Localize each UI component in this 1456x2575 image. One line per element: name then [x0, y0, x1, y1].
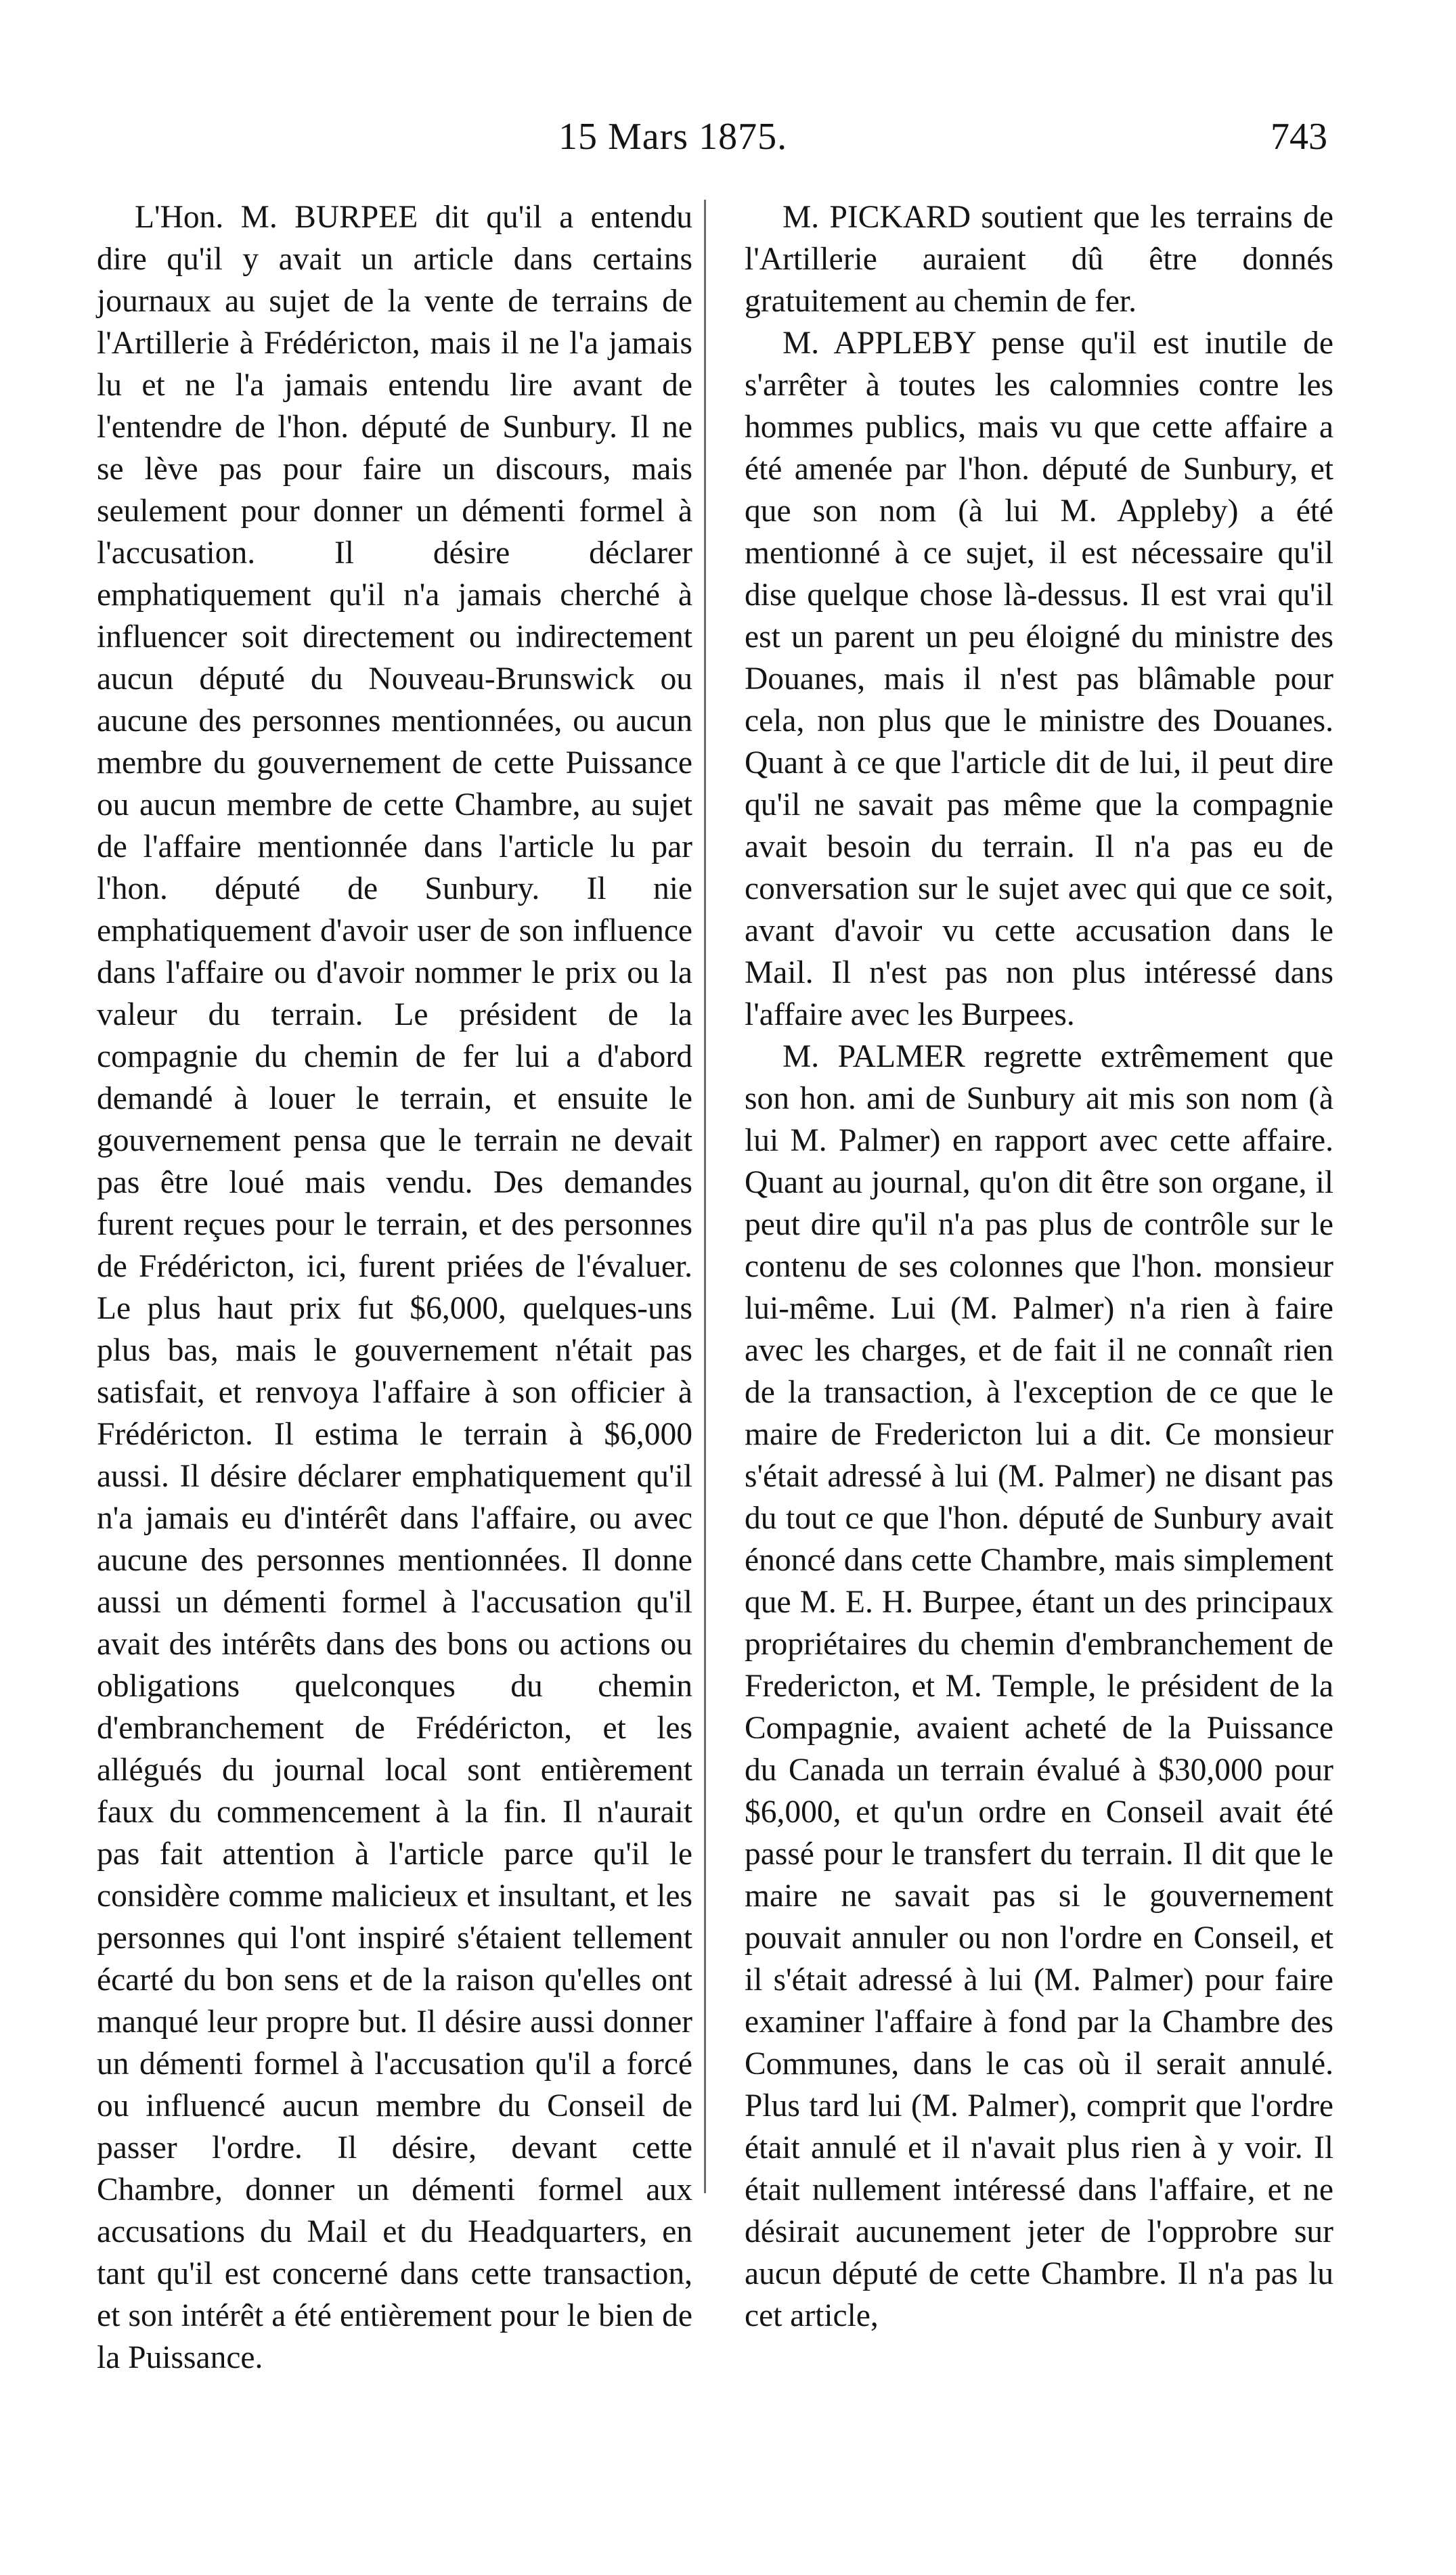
- page-header: [0, 115, 1456, 176]
- paragraph-palmer: M. PALMER regrette extrêmement que son hon. ami de Sunbury ait mis son nom (à lui M. Palmer) en rapport avec cette affaire. Quant au journal, qu'on dit être son organe, il peut dire qu'il n'a pas plus de contrôle sur le contenu de ses colonnes que l'hon. monsieur lui-même. Lui (M. Palmer) n'a rien à faire avec les charges, et de fait il ne connaît rien de la transaction, à l'exception de ce que le maire de Fredericton lui a dit. Ce monsieur s'était adressé à lui (M. Palmer) ne disant pas du tout ce que l'hon. député de Sunbury avait énoncé dans cette Chambre, mais simplement que M. E. H. Burpee, étant un des principaux propriétaires du chemin d'embranchement de Fredericton, et M. Temple, le président de la Compagnie, avaient acheté de la Puissance du Canada un terrain évalué à $30,000 pour $6,000, et qu'un ordre en Conseil avait été passé pour le transfert du terrain. Il dit que le maire ne savait pas si le gouvernement pouvait annuler ou non l'ordre en Conseil, et il s'était adressé à lui (M. Palmer) pour faire examiner l'affaire à fond par la Chambre des Communes, dans le cas où il serait annulé. Plus tard lui (M. Palmer), comprit que l'ordre était annulé et il n'avait plus rien à y voir. Il était nullement intéressé dans l'affaire, et ne désirait aucunement jeter de l'opprobre sur aucun député de cette Chambre. Il n'a pas lu cet article,: [745, 1039, 1333, 2333]
- paragraph-appleby: M. APPLEBY pense qu'il est inutile de s'arrêter à toutes les calomnies contre les hommes publics, mais vu que cette affaire a été amenée par l'hon. député de Sunbury, et que son nom (à lui M. Appleby) a été mentionné à ce sujet, il est nécessaire qu'il dise quelque chose là-dessus. Il est vrai qu'il est un parent un peu éloigné du ministre des Douanes, mais il n'est pas blâmable pour cela, non plus que le ministre des Douanes. Quant à ce que l'article dit de lui, il peut dire qu'il ne savait pas même que la compagnie avait besoin du terrain. Il n'a pas eu de conversation sur le sujet avec qui que ce soit, avant d'avoir vu cette accusation dans le Mail. Il n'est pas non plus intéressé dans l'affaire avec les Burpees.: [745, 326, 1333, 1032]
- left-column: [97, 196, 692, 2379]
- column-divider: [704, 200, 706, 2193]
- paragraph-pickard: M. PICKARD soutient que les terrains de l'Artillerie auraient dû être donnés gratuitement au chemin de fer.: [745, 200, 1333, 319]
- paragraph-burpee: L'Hon. M. BURPEE dit qu'il a entendu dire qu'il y avait un article dans certains journaux au sujet de la vente de terrains de l'Artillerie à Frédéricton, mais il ne l'a jamais lu et ne l'a jamais entendu lire avant de l'entendre de l'hon. député de Sunbury. Il ne se lève pas pour faire un discours, mais seulement pour donner un démenti formel à l'accusation. Il désire déclarer emphatiquement qu'il n'a jamais cherché à influencer soit directement ou indirectement aucun député du Nouveau-Brunswick ou aucune des personnes mentionnées, ou aucun membre du gouvernement de cette Puissance ou aucun membre de cette Chambre, au sujet de l'affaire mentionnée dans l'article lu par l'hon. député de Sunbury. Il nie emphatiquement d'avoir user de son influence dans l'affaire ou d'avoir nommer le prix ou la valeur du terrain. Le président de la compagnie du chemin de fer lui a d'abord demandé à louer le terrain, et ensuite le gouvernement pensa que le terrain ne devait pas être loué mais vendu. Des demandes furent reçues pour le terrain, et des personnes de Frédéricton, ici, furent priées de l'évaluer. Le plus haut prix fut $6,000, quelques-uns plus bas, mais le gouvernement n'était pas satisfait, et renvoya l'affaire à son officier à Frédéricton. Il estima le terrain à $6,000 aussi. Il désire déclarer emphatiquement qu'il n'a jamais eu d'intérêt dans l'affaire, ou avec aucune des personnes mentionnées. Il donne aussi un démenti formel à l'accusation qu'il avait des intérêts dans des bons ou actions ou obligations quelconques du chemin d'embranchement de Frédéricton, et les allégués du journal local sont entièrement faux du commencement à la fin. Il n'aurait pas fait attention à l'article parce qu'il le considère comme malicieux et insultant, et les personnes qui l'ont inspiré s'étaient tellement écarté du bon sens et de la raison qu'elles ont manqué leur propre but. Il désire aussi donner un démenti formel à l'accusation qu'il a forcé ou influencé aucun membre du Conseil de passer l'ordre. Il désire, devant cette Chambre, donner un démenti formel aux accusations du Mail et du Headquarters, en tant qu'il est concerné dans cette transaction, et son intérêt a été entièrement pour le bien de la Puissance.: [97, 200, 692, 2375]
- page-number: 743: [1271, 116, 1327, 158]
- page-date: 15 Mars 1875.: [558, 116, 788, 158]
- right-column: [745, 196, 1333, 2337]
